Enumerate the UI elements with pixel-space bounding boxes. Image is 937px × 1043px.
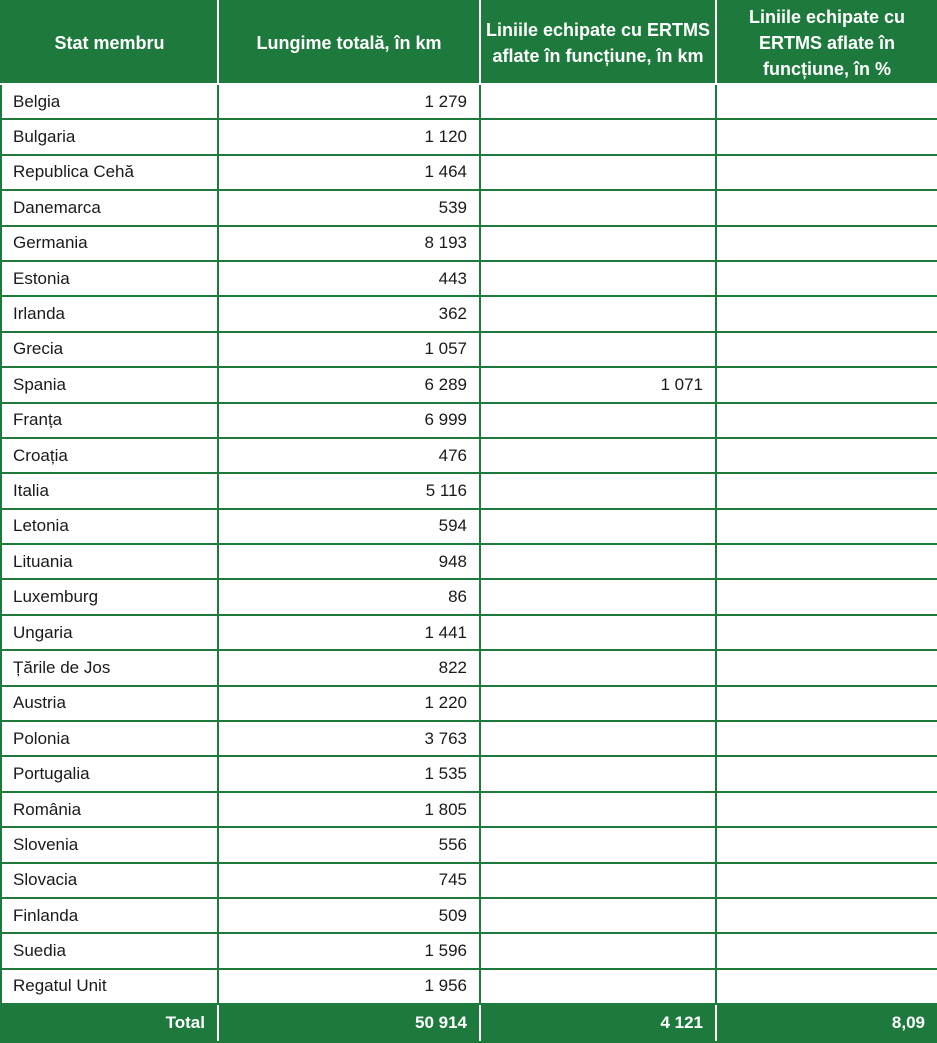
cell-member-state: Luxemburg	[1, 579, 218, 614]
header-ertms-km: Liniile echipate cu ERTMS aflate în funcțiune, în km	[480, 1, 716, 84]
cell-ertms-pct	[716, 721, 937, 756]
cell-ertms-km	[480, 261, 716, 296]
cell-member-state: România	[1, 792, 218, 827]
table-row	[1, 615, 937, 650]
total-ertms-km: 4 121	[480, 1004, 716, 1042]
cell-total-length: 362	[218, 296, 480, 331]
cell-total-length: 1 956	[218, 969, 480, 1004]
table-row	[1, 296, 937, 331]
cell-member-state: Austria	[1, 686, 218, 721]
cell-total-length: 1 057	[218, 332, 480, 367]
table-header	[1, 1, 937, 84]
table-row	[1, 473, 937, 508]
cell-ertms-pct	[716, 403, 937, 438]
cell-total-length: 1 805	[218, 792, 480, 827]
cell-total-length: 822	[218, 650, 480, 685]
cell-member-state: Slovacia	[1, 863, 218, 898]
cell-total-length: 948	[218, 544, 480, 579]
cell-ertms-km	[480, 190, 716, 225]
cell-ertms-km	[480, 119, 716, 154]
cell-total-length: 556	[218, 827, 480, 862]
table-row	[1, 686, 937, 721]
cell-member-state: Portugalia	[1, 756, 218, 791]
cell-ertms-km	[480, 438, 716, 473]
table-row	[1, 367, 937, 402]
cell-total-length: 5 116	[218, 473, 480, 508]
cell-ertms-pct	[716, 332, 937, 367]
table-row	[1, 898, 937, 933]
table-row	[1, 969, 937, 1004]
table-row	[1, 226, 937, 261]
cell-member-state: Grecia	[1, 332, 218, 367]
cell-total-length: 6 999	[218, 403, 480, 438]
cell-ertms-pct	[716, 898, 937, 933]
cell-ertms-pct	[716, 296, 937, 331]
cell-ertms-km	[480, 686, 716, 721]
cell-total-length: 1 535	[218, 756, 480, 791]
cell-ertms-pct	[716, 827, 937, 862]
table-row	[1, 933, 937, 968]
cell-total-length: 8 193	[218, 226, 480, 261]
cell-total-length: 1 120	[218, 119, 480, 154]
cell-member-state: Estonia	[1, 261, 218, 296]
cell-total-length: 443	[218, 261, 480, 296]
total-ertms-pct: 8,09	[716, 1004, 937, 1042]
cell-ertms-km	[480, 756, 716, 791]
cell-member-state: Regatul Unit	[1, 969, 218, 1004]
table-row	[1, 403, 937, 438]
cell-member-state: Franța	[1, 403, 218, 438]
cell-total-length: 1 596	[218, 933, 480, 968]
cell-ertms-pct	[716, 190, 937, 225]
table-row	[1, 155, 937, 190]
cell-ertms-km	[480, 473, 716, 508]
cell-ertms-km	[480, 579, 716, 614]
table-row	[1, 84, 937, 119]
cell-member-state: Italia	[1, 473, 218, 508]
total-row	[1, 1004, 937, 1042]
cell-ertms-km	[480, 615, 716, 650]
cell-ertms-pct	[716, 933, 937, 968]
cell-ertms-pct	[716, 579, 937, 614]
table-row	[1, 650, 937, 685]
cell-member-state: Danemarca	[1, 190, 218, 225]
cell-ertms-pct	[716, 686, 937, 721]
cell-total-length: 1 220	[218, 686, 480, 721]
cell-ertms-km	[480, 509, 716, 544]
cell-total-length: 745	[218, 863, 480, 898]
cell-ertms-km	[480, 792, 716, 827]
cell-member-state: Slovenia	[1, 827, 218, 862]
cell-ertms-pct	[716, 650, 937, 685]
cell-ertms-km	[480, 650, 716, 685]
table-row	[1, 721, 937, 756]
cell-total-length: 476	[218, 438, 480, 473]
cell-total-length: 1 279	[218, 84, 480, 119]
table-row	[1, 579, 937, 614]
cell-member-state: Bulgaria	[1, 119, 218, 154]
cell-ertms-km	[480, 721, 716, 756]
cell-ertms-pct	[716, 119, 937, 154]
cell-member-state: Republica Cehă	[1, 155, 218, 190]
table-row	[1, 261, 937, 296]
header-row	[1, 1, 937, 84]
cell-member-state: Țările de Jos	[1, 650, 218, 685]
cell-member-state: Letonia	[1, 509, 218, 544]
table-row	[1, 863, 937, 898]
cell-ertms-pct	[716, 473, 937, 508]
cell-ertms-pct	[716, 155, 937, 190]
cell-ertms-pct	[716, 756, 937, 791]
total-length: 50 914	[218, 1004, 480, 1042]
cell-ertms-km: 1 071	[480, 367, 716, 402]
cell-total-length: 509	[218, 898, 480, 933]
cell-total-length: 86	[218, 579, 480, 614]
cell-member-state: Ungaria	[1, 615, 218, 650]
cell-member-state: Belgia	[1, 84, 218, 119]
cell-ertms-pct	[716, 226, 937, 261]
cell-ertms-km	[480, 84, 716, 119]
cell-ertms-km	[480, 969, 716, 1004]
cell-ertms-km	[480, 827, 716, 862]
cell-member-state: Germania	[1, 226, 218, 261]
cell-ertms-pct	[716, 863, 937, 898]
cell-total-length: 1 464	[218, 155, 480, 190]
cell-member-state: Finlanda	[1, 898, 218, 933]
table-row	[1, 827, 937, 862]
cell-ertms-pct	[716, 969, 937, 1004]
cell-ertms-km	[480, 296, 716, 331]
table-row	[1, 190, 937, 225]
cell-ertms-pct	[716, 544, 937, 579]
cell-member-state: Irlanda	[1, 296, 218, 331]
cell-ertms-km	[480, 898, 716, 933]
table-row	[1, 332, 937, 367]
table-row	[1, 438, 937, 473]
cell-total-length: 539	[218, 190, 480, 225]
cell-member-state: Spania	[1, 367, 218, 402]
header-ertms-pct: Liniile echipate cu ERTMS aflate în funcțiune, în %	[716, 1, 937, 84]
table-footer	[1, 1004, 937, 1042]
cell-member-state: Croația	[1, 438, 218, 473]
cell-ertms-km	[480, 226, 716, 261]
cell-member-state: Lituania	[1, 544, 218, 579]
table-row	[1, 792, 937, 827]
cell-ertms-pct	[716, 367, 937, 402]
cell-ertms-km	[480, 544, 716, 579]
cell-ertms-pct	[716, 261, 937, 296]
cell-ertms-km	[480, 933, 716, 968]
cell-ertms-pct	[716, 84, 937, 119]
table-row	[1, 756, 937, 791]
table-body	[1, 84, 937, 1004]
cell-member-state: Polonia	[1, 721, 218, 756]
table-row	[1, 544, 937, 579]
cell-ertms-km	[480, 863, 716, 898]
cell-total-length: 1 441	[218, 615, 480, 650]
header-member-state: Stat membru	[1, 1, 218, 84]
cell-ertms-pct	[716, 615, 937, 650]
table-row	[1, 119, 937, 154]
cell-ertms-pct	[716, 438, 937, 473]
cell-ertms-pct	[716, 792, 937, 827]
cell-total-length: 6 289	[218, 367, 480, 402]
cell-ertms-km	[480, 155, 716, 190]
table-row	[1, 509, 937, 544]
cell-member-state: Suedia	[1, 933, 218, 968]
cell-ertms-pct	[716, 509, 937, 544]
cell-total-length: 3 763	[218, 721, 480, 756]
cell-ertms-km	[480, 403, 716, 438]
total-label: Total	[1, 1004, 218, 1042]
cell-total-length: 594	[218, 509, 480, 544]
header-total-length: Lungime totală, în km	[218, 1, 480, 84]
cell-ertms-km	[480, 332, 716, 367]
